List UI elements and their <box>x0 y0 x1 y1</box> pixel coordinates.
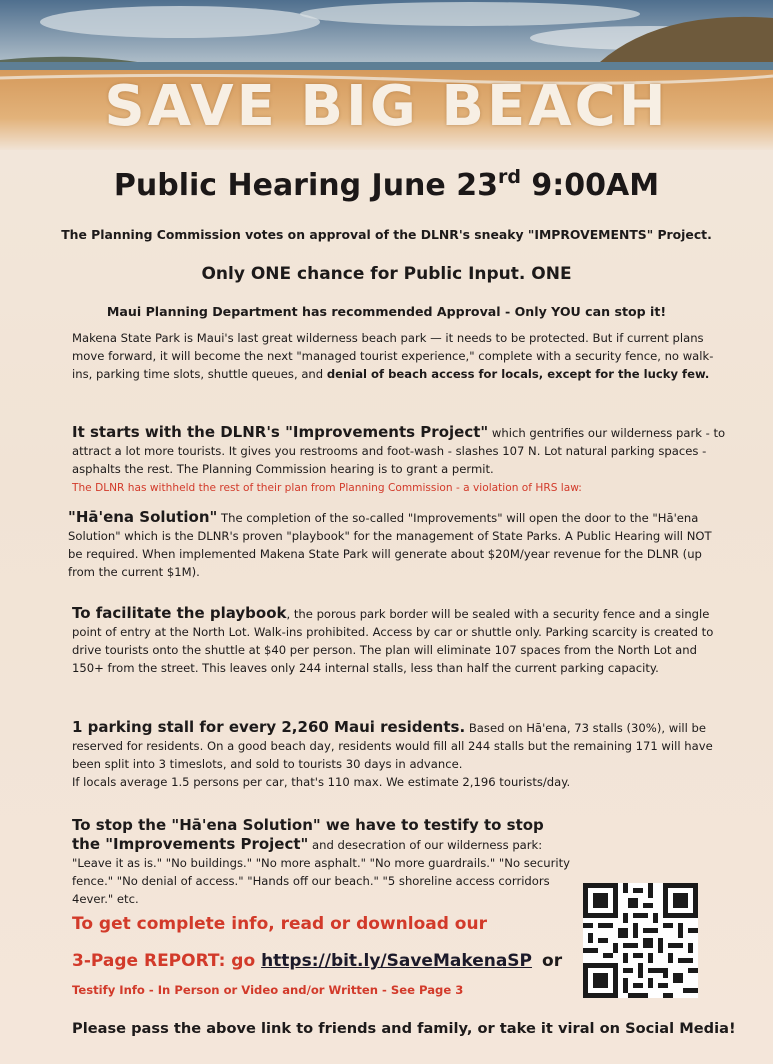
testify-lead: To stop the "Hā'ena Solution" we have to testify to stop the "Improvements Project" <box>72 816 544 853</box>
report-link[interactable]: https://bit.ly/SaveMakenaSP <box>261 951 533 971</box>
haena-text: The completion of the so-called "Improvements" will open the door to the "Hā'ena Solution" which is the DLNR's proven "playbook" for the management of State Parks. A Public Hearing will NOT be required. When implemented Makena State Park will generate about $20M/year revenue for the DLNR (up from the current $1M). <box>68 511 712 579</box>
testify-info: Testify Info - In Person or Video and/or Written - See Page 3 <box>72 983 464 997</box>
playbook-lead: To facilitate the playbook <box>72 604 287 622</box>
playbook-paragraph <box>72 604 732 677</box>
intro-bold: denial of beach access for locals <box>326 367 539 381</box>
testify-paragraph <box>72 816 572 908</box>
parking-estimate: If locals average 1.5 persons per car, that's 110 max. We estimate 2,196 tourists/day. <box>72 775 571 789</box>
parking-text: Based on Hā'ena, 73 stalls (30%), will be reserved for residents. On a good beach day, residents would fill all 244 stalls but the remaining 171 will have been split into 3 timeslots, and sold to tourists 30 days in advance. <box>72 721 713 771</box>
haena-paragraph <box>68 508 728 581</box>
hearing-date-suffix: rd <box>497 166 521 188</box>
report-label: 3-Page REPORT: go <box>72 951 256 971</box>
testify-text: and desecration of our wilderness park: "Leave it as is." "No buildings." "No more asphalt." "No more guardrails." "No security fence." "No denial of access." "Hands off our beach." "5 shoreline access corridors 4ever." etc. <box>72 838 571 906</box>
hearing-time: 9:00AM <box>531 168 660 203</box>
info-line: To get complete info, read or download our <box>72 914 487 934</box>
withheld-warning: The DLNR has withheld the rest of their plan from Planning Commission - a violation of HRS law: <box>72 482 582 494</box>
recommend-line: Maui Planning Department has recommended Approval - Only YOU can stop it! <box>106 304 667 319</box>
hearing-date: Public Hearing June 23 <box>113 168 498 203</box>
playbook-text: , the porous park border will be sealed with a security fence and a single point of entry at the North Lot. Walk-ins prohibited. Access by car or shuttle only. Parking scarcity is created to drive tourists onto the shuttle at $40 per person. The plan will eliminate 107 spaces from the North Lot and 150+ from the street. This leaves only 244 internal stalls, less than half the current parking capacity. <box>72 607 714 675</box>
qr-code-image <box>583 883 698 998</box>
intro-text: Makena State Park is Maui's last great wilderness beach park — it needs to be protected. But if current plans move forward, it will become the next "managed tourist experience," complete with a security fence, no walk-ins, parking time slots, shuttle queues, and <box>72 331 714 381</box>
hearing-heading <box>0 166 773 203</box>
parking-paragraph <box>72 718 732 791</box>
improvements-lead: It starts with the DLNR's "Improvements Project" <box>72 423 489 441</box>
improvements-text: which gentrifies our wilderness park - to attract a lot more tourists. It gives you restrooms and foot-wash - slashes 107 N. Lot natural parking spaces - asphalts the rest. The Planning Commission hearing is to grant a permit. <box>72 426 726 476</box>
parking-lead: 1 parking stall for every 2,260 Maui residents. <box>72 718 466 736</box>
intro-tail: , except for the lucky few. <box>538 367 710 381</box>
haena-lead: "Hā'ena Solution" <box>68 508 218 526</box>
qr-code[interactable] <box>583 883 698 998</box>
or-text: or <box>542 951 563 971</box>
intro-paragraph <box>72 329 732 383</box>
footer-note: Please pass the above link to friends and family, or take it viral on Social Media! <box>72 1020 736 1037</box>
banner-title: SAVE BIG BEACH <box>104 74 669 139</box>
vote-line: The Planning Commission votes on approval of the DLNR's sneaky "IMPROVEMENTS" Project. <box>61 227 712 242</box>
report-line <box>72 951 562 971</box>
chance-line: Only ONE chance for Public Input. ONE <box>201 264 572 284</box>
improvements-paragraph <box>72 423 732 497</box>
beach-banner <box>0 0 773 150</box>
